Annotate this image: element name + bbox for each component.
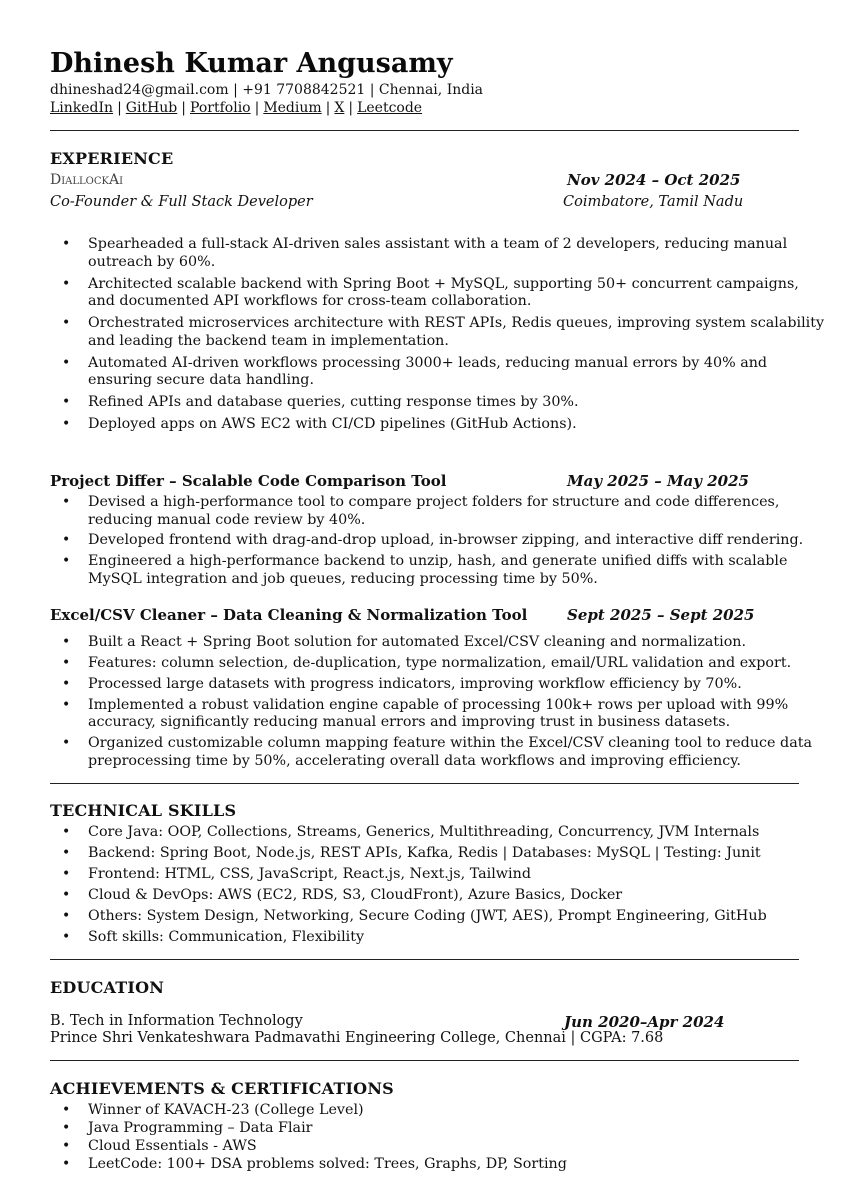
list-item: • Automated AI-driven workflows processing 3000+ leads, reducing manual errors by 40% and ensuring secure data handling. — [50, 355, 824, 390]
github-link[interactable]: GitHub — [125, 100, 178, 116]
list-item: • Core Java: OOP, Collections, Streams, Generics, Multithreading, Concurrency, JVM Internals — [50, 824, 767, 842]
company-name: DiallockAi — [50, 172, 124, 188]
candidate-name: Dhinesh Kumar Angusamy — [50, 48, 453, 79]
list-item: • Devised a high-performance tool to compare project folders for structure and code differences, reducing manual code review by 40%. — [50, 494, 803, 529]
list-item: • Implemented a robust validation engine capable of processing 100k+ rows per upload with 99% accuracy, significantly reducing manual errors and improving trust in business datasets. — [50, 697, 812, 732]
college: Prince Shri Venkateshwara Padmavathi Engineering College, Chennai | CGPA: 7.68 — [50, 1030, 664, 1046]
experience-heading: EXPERIENCE — [50, 149, 174, 168]
project-title: Project Differ – Scalable Code Comparison Tool — [50, 472, 447, 490]
list-item: • Orchestrated microservices architecture with REST APIs, Redis queues, improving system scalability and leading the backend team in implementation. — [50, 315, 824, 350]
job-location: Coimbatore, Tamil Nadu — [563, 194, 744, 210]
profile-links: LinkedIn | GitHub | Portfolio | Medium | X | Leetcode — [50, 100, 423, 116]
project-bullets — [50, 634, 812, 773]
divider — [50, 959, 799, 960]
job-role: Co-Founder & Full Stack Developer — [50, 194, 313, 210]
medium-link[interactable]: Medium — [263, 100, 322, 116]
linkedin-link[interactable]: LinkedIn — [50, 100, 114, 116]
list-item: • Spearheaded a full-stack AI-driven sales assistant with a team of 2 developers, reducing manual outreach by 60%. — [50, 236, 824, 271]
portfolio-link[interactable]: Portfolio — [190, 100, 251, 116]
list-item: • Soft skills: Communication, Flexibility — [50, 929, 767, 947]
divider — [50, 1060, 799, 1061]
list-item: • Processed large datasets with progress indicators, improving workflow efficiency by 70%. — [50, 676, 812, 694]
skills-list — [50, 824, 767, 951]
project-dates: May 2025 – May 2025 — [567, 472, 749, 490]
experience-bullets — [50, 236, 824, 438]
list-item: • Backend: Spring Boot, Node.js, REST APIs, Kafka, Redis | Databases: MySQL | Testing: Junit — [50, 845, 767, 863]
project-dates: Sept 2025 – Sept 2025 — [567, 606, 755, 624]
list-item: • Developed frontend with drag-and-drop upload, in-browser zipping, and interactive diff rendering. — [50, 532, 803, 550]
achievements-heading: ACHIEVEMENTS & CERTIFICATIONS — [50, 1079, 394, 1098]
list-item: • Engineered a high-performance backend to unzip, hash, and generate unified diffs with scalable MySQL integration and job queues, reducing processing time by 50%. — [50, 553, 803, 588]
list-item: • Features: column selection, de-duplication, type normalization, email/URL validation and export. — [50, 655, 812, 673]
achievements-list — [50, 1102, 567, 1174]
contact-line: dhineshad24@gmail.com | +91 7708842521 | Chennai, India — [50, 82, 484, 98]
list-item: • Organized customizable column mapping feature within the Excel/CSV cleaning tool to reduce data preprocessing time by 50%, accelerating overall data workflows and improving efficiency. — [50, 735, 812, 770]
project-bullets — [50, 494, 803, 592]
project-title: Excel/CSV Cleaner – Data Cleaning & Normalization Tool — [50, 606, 528, 624]
leetcode-link[interactable]: Leetcode — [357, 100, 423, 116]
list-item: • Others: System Design, Networking, Secure Coding (JWT, AES), Prompt Engineering, GitHub — [50, 908, 767, 926]
x-link[interactable]: X — [334, 100, 345, 116]
list-item: • Cloud Essentials - AWS — [50, 1138, 567, 1156]
list-item: • Refined APIs and database queries, cutting response times by 30%. — [50, 394, 824, 412]
divider — [50, 783, 799, 784]
education-dates: Jun 2020–Apr 2024 — [564, 1013, 725, 1031]
list-item: • Cloud & DevOps: AWS (EC2, RDS, S3, CloudFront), Azure Basics, Docker — [50, 887, 767, 905]
divider — [50, 130, 799, 131]
list-item: • Frontend: HTML, CSS, JavaScript, React.js, Next.js, Tailwind — [50, 866, 767, 884]
skills-heading: TECHNICAL SKILLS — [50, 801, 237, 820]
list-item: • LeetCode: 100+ DSA problems solved: Trees, Graphs, DP, Sorting — [50, 1156, 567, 1174]
list-item: • Deployed apps on AWS EC2 with CI/CD pipelines (GitHub Actions). — [50, 416, 824, 434]
list-item: • Winner of KAVACH-23 (College Level) — [50, 1102, 567, 1120]
list-item: • Java Programming – Data Flair — [50, 1120, 567, 1138]
list-item: • Built a React + Spring Boot solution for automated Excel/CSV cleaning and normalization. — [50, 634, 812, 652]
list-item: • Architected scalable backend with Spring Boot + MySQL, supporting 50+ concurrent campaigns, and documented API workflows for cross-team collaboration. — [50, 276, 824, 311]
education-heading: EDUCATION — [50, 978, 165, 997]
experience-dates: Nov 2024 – Oct 2025 — [567, 171, 741, 189]
degree: B. Tech in Information Technology — [50, 1013, 303, 1029]
